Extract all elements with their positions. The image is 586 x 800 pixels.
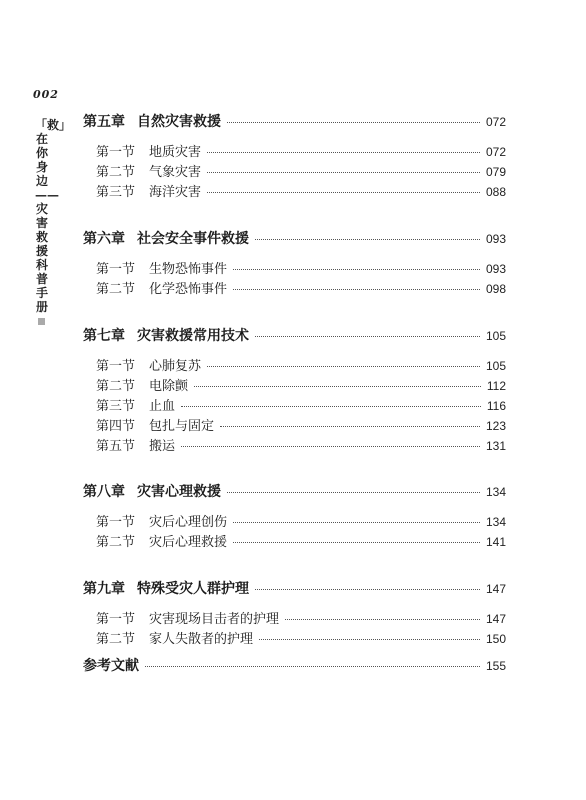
section-label: 第四节	[96, 419, 136, 434]
section-title: 地质灾害	[149, 145, 202, 160]
page-ref: 093	[485, 232, 506, 246]
section-label: 第二节	[96, 165, 136, 180]
dot-leader	[227, 122, 480, 123]
section-title: 灾害现场目击者的护理	[149, 612, 280, 627]
toc-section[interactable]	[96, 511, 506, 530]
page-ref: 134	[485, 515, 506, 529]
section-label: 第二节	[96, 535, 136, 550]
dot-leader	[207, 172, 480, 173]
toc-section[interactable]	[96, 141, 506, 160]
dot-leader	[207, 152, 480, 153]
dot-leader	[233, 289, 480, 290]
page-ref: 098	[485, 282, 506, 296]
page-ref: 112	[486, 379, 506, 393]
section-label: 第一节	[96, 612, 136, 627]
toc-chapter-5[interactable]	[83, 111, 506, 131]
toc-section[interactable]	[96, 181, 506, 200]
toc-chapter-9[interactable]	[83, 578, 506, 598]
dot-leader	[207, 192, 480, 193]
toc-section[interactable]	[96, 161, 506, 180]
section-title: 搬运	[149, 439, 176, 454]
chapter-title: 灾害救援常用技术	[137, 328, 249, 344]
toc-section[interactable]	[96, 531, 506, 550]
section-title: 止血	[149, 399, 176, 414]
section-label: 第二节	[96, 632, 136, 647]
dot-leader	[181, 406, 481, 407]
toc-references[interactable]	[83, 655, 506, 675]
dot-leader	[145, 666, 480, 667]
page-number: 002	[33, 88, 59, 101]
section-title: 电除颤	[149, 379, 189, 394]
dot-leader	[227, 492, 480, 493]
page-ref: 147	[485, 612, 506, 626]
chapter-title: 灾害心理救援	[137, 484, 221, 500]
section-label: 第三节	[96, 399, 136, 414]
dot-leader	[207, 366, 480, 367]
toc-section[interactable]	[96, 375, 506, 394]
page-ref: 141	[485, 535, 506, 549]
toc-section[interactable]	[96, 395, 506, 414]
running-title: 「救」在你身边——灾害救援科普手册	[35, 118, 72, 314]
section-label: 第二节	[96, 379, 136, 394]
page-ref: 123	[485, 419, 506, 433]
dot-leader	[255, 589, 480, 590]
toc-chapter-7[interactable]	[83, 325, 506, 345]
section-title: 家人失散者的护理	[149, 632, 254, 647]
page-ref: 072	[485, 145, 506, 159]
section-title: 包扎与固定	[149, 419, 215, 434]
toc-section[interactable]	[96, 258, 506, 277]
section-label: 第二节	[96, 282, 136, 297]
chapter-title: 社会安全事件救援	[137, 231, 249, 247]
toc-section[interactable]	[96, 355, 506, 374]
dot-leader	[194, 386, 481, 387]
section-title: 生物恐怖事件	[149, 262, 228, 277]
section-title: 心肺复苏	[149, 359, 202, 374]
page-ref: 105	[485, 329, 506, 343]
toc-section[interactable]	[96, 435, 506, 454]
page-ref: 134	[485, 485, 506, 499]
toc-chapter-6[interactable]	[83, 228, 506, 248]
section-label: 第一节	[96, 515, 136, 530]
dot-leader	[233, 542, 480, 543]
page-ref: 147	[485, 582, 506, 596]
page-ref: 155	[485, 659, 506, 673]
toc-section[interactable]	[96, 608, 506, 627]
chapter-title: 自然灾害救援	[137, 114, 221, 130]
page-ref: 116	[486, 399, 506, 413]
section-title: 灾后心理创伤	[149, 515, 228, 530]
section-label: 第一节	[96, 262, 136, 277]
page-ref: 150	[485, 632, 506, 646]
page-ref: 131	[485, 439, 506, 453]
section-label: 第五节	[96, 439, 136, 454]
chapter-label: 第六章	[83, 231, 125, 247]
toc-section[interactable]	[96, 415, 506, 434]
dot-leader	[255, 336, 480, 337]
dot-leader	[233, 522, 480, 523]
section-title: 气象灾害	[149, 165, 202, 180]
chapter-label: 第五章	[83, 114, 125, 130]
section-title: 化学恐怖事件	[149, 282, 228, 297]
page-ref: 105	[485, 359, 506, 373]
dot-leader	[181, 446, 480, 447]
page-ref: 093	[485, 262, 506, 276]
chapter-title: 特殊受灾人群护理	[137, 581, 249, 597]
toc-section[interactable]	[96, 278, 506, 297]
chapter-label: 第七章	[83, 328, 125, 344]
chapter-label: 第九章	[83, 581, 125, 597]
references-title: 参考文献	[83, 658, 139, 674]
section-label: 第一节	[96, 145, 136, 160]
section-label: 第三节	[96, 185, 136, 200]
section-label: 第一节	[96, 359, 136, 374]
dot-leader	[233, 269, 480, 270]
page-ref: 072	[485, 115, 506, 129]
toc-section[interactable]	[96, 628, 506, 647]
page-ref: 079	[485, 165, 506, 179]
dot-leader	[255, 239, 480, 240]
dot-leader	[220, 426, 480, 427]
page-ref: 088	[485, 185, 506, 199]
chapter-label: 第八章	[83, 484, 125, 500]
dot-leader	[259, 639, 480, 640]
section-title: 海洋灾害	[149, 185, 202, 200]
toc-chapter-8[interactable]	[83, 481, 506, 501]
dot-leader	[285, 619, 480, 620]
section-title: 灾后心理救援	[149, 535, 228, 550]
